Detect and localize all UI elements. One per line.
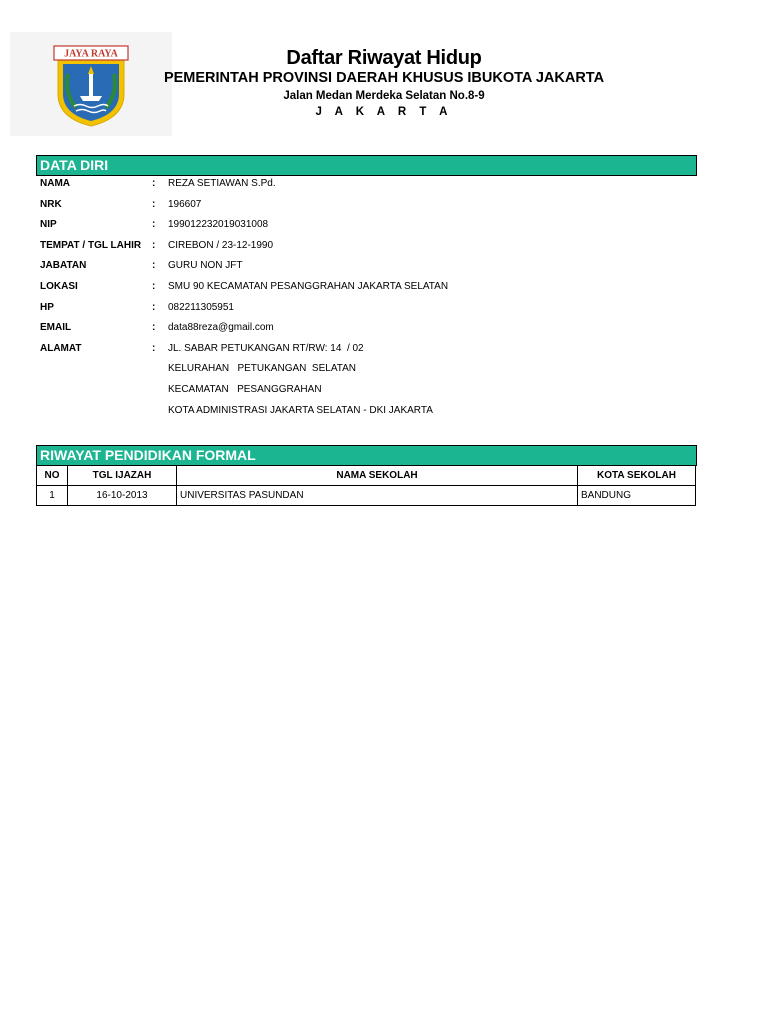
logo-banner-text: JAYA RAYA: [64, 48, 118, 60]
address-line: KOTA ADMINISTRASI JAKARTA SELATAN - DKI JAKARTA: [168, 404, 433, 416]
city-name: J A K A R T A: [315, 106, 453, 118]
field-value: CIREBON / 23-12-1990: [168, 239, 274, 251]
field-label: JABATAN: [40, 260, 87, 272]
address-line: KECAMATAN PESANGGRAHAN: [168, 383, 322, 395]
table-row: [37, 486, 696, 506]
cell-nama-sekolah: UNIVERSITAS PASUNDAN: [177, 486, 578, 506]
field-value: 196607: [168, 198, 202, 210]
field-value: GURU NON JFT: [168, 260, 243, 272]
field-value: REZA SETIAWAN S.Pd.: [168, 178, 276, 189]
data-diri-heading: DATA DIRI: [36, 155, 697, 176]
document-header: [0, 46, 768, 120]
field-colon: :: [152, 280, 156, 292]
field-colon: :: [152, 178, 156, 189]
field-label: LOKASI: [40, 280, 78, 292]
field-colon: :: [152, 219, 156, 231]
column-header-kota-sekolah: KOTA SEKOLAH: [578, 466, 696, 486]
field-label: NAMA: [40, 178, 70, 189]
field-value: data88reza@gmail.com: [168, 322, 274, 334]
cell-no: 1: [37, 486, 68, 506]
field-label: ALAMAT: [40, 342, 82, 354]
field-colon: :: [152, 260, 156, 272]
government-address: Jalan Medan Merdeka Selatan No.8-9: [283, 90, 485, 102]
field-colon: :: [152, 322, 156, 334]
government-name: PEMERINTAH PROVINSI DAERAH KHUSUS IBUKOTA JAKARTA: [163, 70, 605, 86]
field-colon: :: [152, 342, 156, 354]
page-title: Daftar Riwayat Hidup: [286, 47, 482, 69]
column-header-tgl-ijazah: TGL IJAZAH: [68, 466, 177, 486]
field-label: EMAIL: [40, 322, 72, 334]
cell-kota-sekolah: BANDUNG: [578, 486, 696, 506]
field-colon: :: [152, 301, 156, 313]
pendidikan-heading: RIWAYAT PENDIDIKAN FORMAL: [36, 445, 697, 466]
column-header-nama-sekolah: NAMA SEKOLAH: [177, 466, 578, 486]
field-label: NRK: [40, 198, 62, 210]
field-label: HP: [40, 301, 54, 313]
cell-tgl-ijazah: 16-10-2013: [68, 486, 177, 506]
education-table: [36, 465, 696, 506]
field-value: JL. SABAR PETUKANGAN RT/RW: 14 / 02: [168, 342, 364, 354]
field-value: 082211305951: [168, 301, 234, 313]
field-label: TEMPAT / TGL LAHIR: [40, 239, 142, 251]
field-value: 199012232019031008: [168, 219, 269, 231]
field-value: SMU 90 KECAMATAN PESANGGRAHAN JAKARTA SELATAN: [168, 280, 449, 292]
field-colon: :: [152, 239, 156, 251]
column-header-no: NO: [37, 466, 68, 486]
field-colon: :: [152, 198, 156, 210]
address-line: KELURAHAN PETUKANGAN SELATAN: [168, 363, 357, 375]
field-label: NIP: [40, 219, 57, 231]
table-header-row: [37, 466, 696, 486]
